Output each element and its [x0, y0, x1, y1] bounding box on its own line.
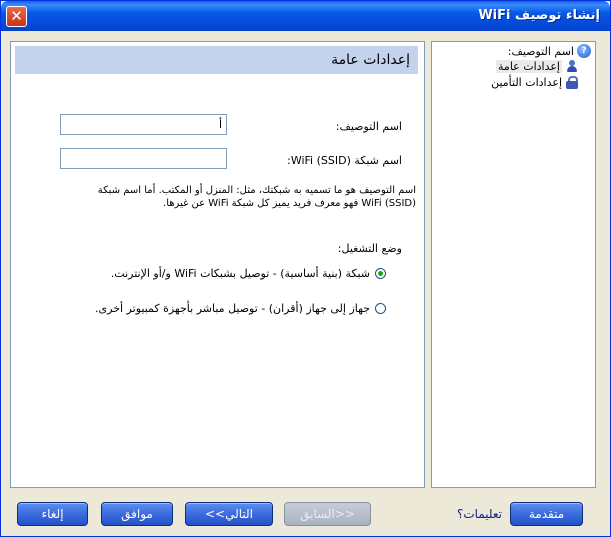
help-link[interactable]: تعليمات؟	[457, 507, 502, 521]
sidebar-item-profile-name-label: اسم التوصيف:	[507, 44, 574, 58]
cancel-button[interactable]: إلغاء	[17, 502, 88, 526]
section-title: إعدادات عامة	[331, 52, 410, 68]
mode-adhoc-label: جهاز إلى جهاز (أقران) - توصيل مباشر بأجهزة كمبيوتر أخرى.	[95, 302, 370, 315]
advanced-button[interactable]: متقدمة	[510, 502, 583, 526]
mode-adhoc-option[interactable]	[95, 302, 386, 315]
mode-adhoc-radio[interactable]	[375, 303, 386, 314]
next-button[interactable]: التالي>>	[185, 502, 273, 526]
sidebar-tree	[431, 41, 596, 488]
info-icon: ?	[577, 44, 591, 58]
description-text: اسم التوصيف هو ما تسميه به شبكتك، مثل: المنزل أو المكتب. أما اسم شبكة WiFi (SSID) فهو معرف فريد يميز كل شبكة WiFi عن غيرها.	[97, 185, 416, 209]
sidebar-item-security-settings-label: إعدادات التأمين	[491, 75, 562, 89]
profile-name-label: اسم التوصيف:	[335, 120, 402, 133]
profile-name-input[interactable]: أ	[60, 114, 227, 135]
sidebar-item-profile-name[interactable]	[508, 44, 591, 58]
mode-infrastructure-radio[interactable]	[375, 268, 386, 279]
sidebar-item-security-settings[interactable]	[491, 75, 579, 89]
operating-mode-label: وضع التشغيل:	[337, 242, 402, 255]
ssid-input[interactable]	[60, 148, 227, 169]
lock-icon	[565, 75, 579, 89]
close-icon: ✕	[10, 7, 23, 25]
user-icon	[565, 59, 579, 73]
title-bar	[1, 1, 610, 31]
section-header	[15, 46, 418, 74]
ssid-label: اسم شبكة WiFi (SSID):	[287, 154, 402, 167]
sidebar-item-general-settings[interactable]	[496, 59, 579, 73]
window-title: إنشاء توصيف WiFi	[478, 8, 600, 23]
sidebar-item-general-settings-label: إعدادات عامة	[498, 59, 560, 73]
mode-infrastructure-label: شبكة (بنية أساسية) - توصيل بشبكات WiFi و/أو الإنترنت.	[110, 267, 370, 280]
close-button[interactable]	[6, 6, 27, 27]
ok-button[interactable]: موافق	[101, 502, 173, 526]
previous-button[interactable]: <<السابق	[284, 502, 371, 526]
mode-infrastructure-option[interactable]	[111, 267, 386, 280]
general-settings-panel	[10, 41, 425, 488]
